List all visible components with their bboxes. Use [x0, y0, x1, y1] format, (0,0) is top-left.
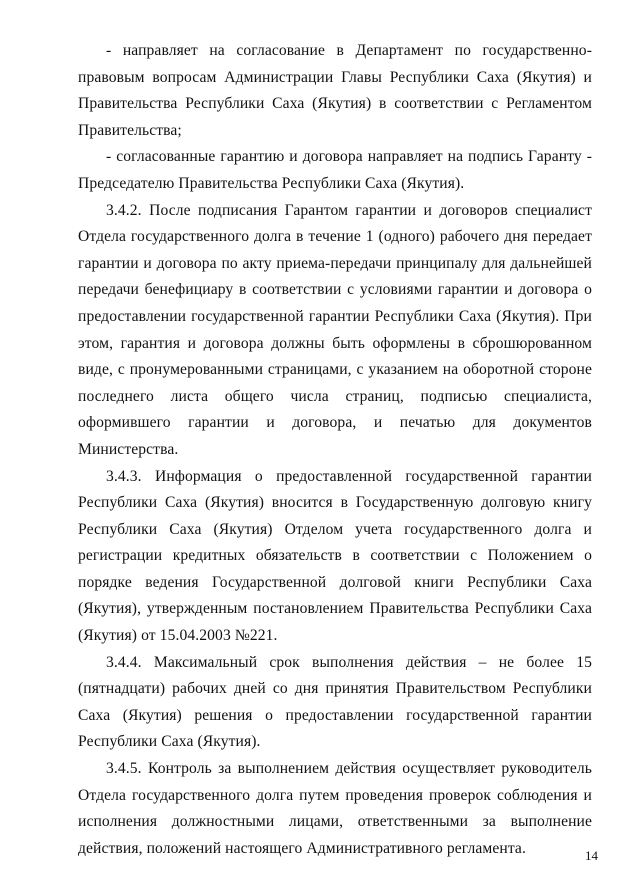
- paragraph-3-4-3: 3.4.3. Информация о предоставленной государственной гарантии Республики Саха (Якутия) вносится в Государственную долговую книгу Республики Саха (Якутия) Отделом учета государственного долга и регистрации кредитных обязательств в соответствии с Положением о порядке ведения Государственной долговой книги Республики Саха (Якутия), утвержденным постановлением Правительства Республики Саха (Якутия) от 15.04.2003 №221.: [78, 467, 592, 645]
- paragraph-agreement-dept: - направляет на согласование в Департамент по государственно-правовым вопросам Администрации Главы Республики Саха (Якутия) и Правительства Республики Саха (Якутия) в соответствии с Регламентом Правительства;: [78, 42, 592, 139]
- page-number: 14: [585, 848, 598, 863]
- paragraph-3-4-5: 3.4.5. Контроль за выполнением действия осуществляет руководитель Отдела государственного долга путем проведения проверок соблюдения и исполнения должностными лицами, ответственными за выполнение действия, положений настоящего Административного регламента.: [78, 760, 592, 857]
- paragraph-3-4-4: 3.4.4. Максимальный срок выполнения действия – не более 15 (пятнадцати) рабочих дней со дня принятия Правительством Республики Саха (Якутия) решения о предоставлении государственной гарантии Республики Саха (Якутия).: [78, 653, 592, 751]
- paragraph-3-4-2: 3.4.2. После подписания Гарантом гарантии и договоров специалист Отдела государственного долга в течение 1 (одного) рабочего дня передает гарантии и договора по акту приема-передачи принципалу для дальнейшей передачи бенефициару в соответствии с условиями гарантии и договора о предоставлении государственной гарантии Республики Саха (Якутия). При этом, гарантия и договора должны быть оформлены в сброшюрованном виде, с пронумерованными страницами, с указанием на оборотной стороне последнего листа общего числа страниц, подписью специалиста, оформившего гарантии и договора, и печатью для документов Министерства.: [78, 201, 592, 458]
- paragraph-signature: - согласованные гарантию и договора направляет на подпись Гаранту - Председателю Правительства Республики Саха (Якутия).: [78, 148, 592, 192]
- document-body: [78, 38, 592, 862]
